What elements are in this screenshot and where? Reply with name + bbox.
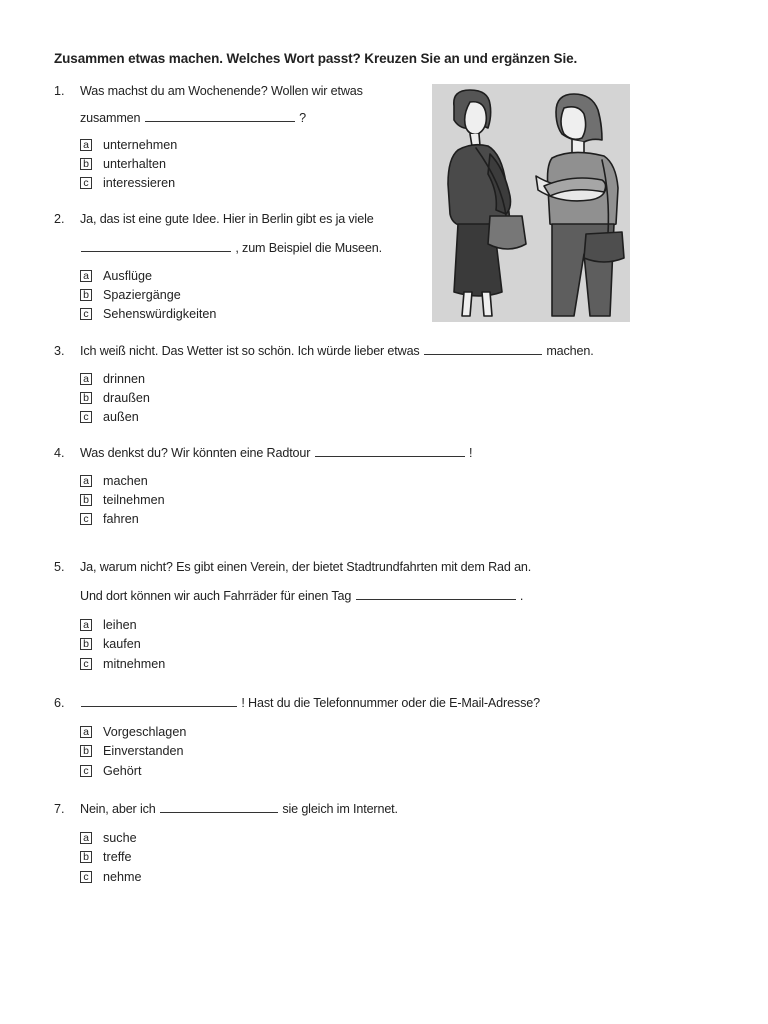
checkbox-c[interactable]: c (80, 765, 92, 777)
question-4-text-after-gap: ! (469, 446, 473, 460)
option-label: Einverstanden (103, 743, 184, 758)
question-6-option-b[interactable] (80, 743, 184, 758)
option-label: mitnehmen (103, 656, 166, 671)
question-4-number: 4. (54, 446, 65, 460)
checkbox-a[interactable]: a (80, 270, 92, 282)
question-7-text-before-gap: Nein, aber ich (80, 802, 156, 816)
checkbox-c[interactable]: c (80, 513, 92, 525)
question-3-text-before-gap: Ich weiß nicht. Das Wetter ist so schön. Ich würde lieber etwas (80, 344, 420, 358)
option-label: fahren (103, 511, 139, 526)
option-label: kaufen (103, 636, 141, 651)
option-label: draußen (103, 390, 150, 405)
option-label: außen (103, 409, 139, 424)
checkbox-c[interactable]: c (80, 871, 92, 883)
question-4-text-before-gap: Was denkst du? Wir könnten eine Radtour (80, 446, 311, 460)
question-2-text-after-gap: , zum Beispiel die Museen. (235, 241, 382, 255)
option-label: Spaziergänge (103, 287, 181, 302)
question-1-option-b[interactable] (80, 156, 166, 171)
question-1-option-a[interactable] (80, 137, 177, 152)
question-7-answer-gap[interactable] (160, 802, 278, 813)
question-1-answer-gap[interactable] (145, 111, 295, 122)
question-7-option-b[interactable] (80, 849, 131, 864)
checkbox-c[interactable]: c (80, 658, 92, 670)
checkbox-b[interactable]: b (80, 638, 92, 650)
checkbox-a[interactable]: a (80, 619, 92, 631)
option-label: unternehmen (103, 137, 178, 152)
question-4-option-a[interactable] (80, 473, 148, 488)
question-5-option-c[interactable] (80, 656, 165, 671)
question-1-text-before-gap: zusammen (80, 111, 141, 125)
checkbox-c[interactable]: c (80, 177, 92, 189)
question-5-text-before-gap: Und dort können wir auch Fahrräder für einen Tag (80, 589, 352, 603)
question-6-number: 6. (54, 696, 65, 710)
question-4-option-c[interactable] (80, 511, 139, 526)
question-5-answer-gap[interactable] (356, 589, 516, 600)
question-6-line-1 (80, 696, 540, 710)
option-label: drinnen (103, 371, 146, 386)
checkbox-b[interactable]: b (80, 158, 92, 170)
option-label: Ausflüge (103, 268, 153, 283)
question-4-line-1 (80, 446, 472, 460)
checkbox-a[interactable]: a (80, 475, 92, 487)
question-5-option-b[interactable] (80, 636, 141, 651)
question-6-text-after-gap: ! Hast du die Telefonnummer oder die E-Mail-Adresse? (241, 696, 540, 710)
checkbox-b[interactable]: b (80, 851, 92, 863)
question-1-text-after-gap: ? (299, 111, 306, 125)
question-5-number: 5. (54, 560, 65, 574)
checkbox-a[interactable]: a (80, 139, 92, 151)
question-2-answer-gap[interactable] (81, 241, 231, 252)
question-7-line-1 (80, 802, 398, 816)
checkbox-a[interactable]: a (80, 373, 92, 385)
two-women-talking-illustration (432, 84, 630, 322)
option-label: nehme (103, 869, 142, 884)
question-7-number: 7. (54, 802, 65, 816)
question-5-option-a[interactable] (80, 617, 137, 632)
question-1-line-1: Was machst du am Wochenende? Wollen wir etwas (80, 84, 363, 98)
question-7-option-c[interactable] (80, 869, 142, 884)
question-5-line-2 (80, 589, 523, 603)
option-label: teilnehmen (103, 492, 165, 507)
checkbox-b[interactable]: b (80, 289, 92, 301)
question-7-text-after-gap: sie gleich im Internet. (282, 802, 398, 816)
question-7-option-a[interactable] (80, 830, 137, 845)
option-label: treffe (103, 849, 132, 864)
question-2-option-a[interactable] (80, 268, 152, 283)
question-6-option-c[interactable] (80, 763, 142, 778)
option-label: suche (103, 830, 137, 845)
question-3-line-1 (80, 344, 594, 358)
option-label: leihen (103, 617, 137, 632)
option-label: machen (103, 473, 148, 488)
question-3-option-b[interactable] (80, 390, 150, 405)
question-3-answer-gap[interactable] (424, 344, 542, 355)
question-3-number: 3. (54, 344, 65, 358)
question-2-line-2 (80, 241, 382, 255)
checkbox-b[interactable]: b (80, 745, 92, 757)
option-label: Gehört (103, 763, 142, 778)
question-2-line-1: Ja, das ist eine gute Idee. Hier in Berlin gibt es ja viele (80, 212, 374, 226)
option-label: Sehenswürdigkeiten (103, 306, 217, 321)
question-2-number: 2. (54, 212, 65, 226)
checkbox-a[interactable]: a (80, 832, 92, 844)
question-1-number: 1. (54, 84, 65, 98)
question-3-option-c[interactable] (80, 409, 139, 424)
checkbox-b[interactable]: b (80, 494, 92, 506)
question-3-text-after-gap: machen. (546, 344, 594, 358)
question-4-option-b[interactable] (80, 492, 165, 507)
question-3-option-a[interactable] (80, 371, 145, 386)
checkbox-c[interactable]: c (80, 411, 92, 423)
checkbox-c[interactable]: c (80, 308, 92, 320)
option-label: unterhalten (103, 156, 167, 171)
checkbox-a[interactable]: a (80, 726, 92, 738)
checkbox-b[interactable]: b (80, 392, 92, 404)
question-4-answer-gap[interactable] (315, 446, 465, 457)
question-1-option-c[interactable] (80, 175, 175, 190)
question-1-line-2 (80, 111, 306, 125)
page-title: Zusammen etwas machen. Welches Wort passt? Kreuzen Sie an und ergänzen Sie. (54, 51, 578, 66)
question-6-option-a[interactable] (80, 724, 186, 739)
question-6-answer-gap[interactable] (81, 696, 237, 707)
question-2-option-b[interactable] (80, 287, 181, 302)
option-label: Vorgeschlagen (103, 724, 187, 739)
question-5-text-after-gap: . (519, 589, 524, 603)
option-label: interessieren (103, 175, 176, 190)
question-5-line-1: Ja, warum nicht? Es gibt einen Verein, der bietet Stadtrundfahrten mit dem Rad an. (80, 560, 532, 574)
women-conversation-image (432, 84, 630, 322)
question-2-option-c[interactable] (80, 306, 216, 321)
